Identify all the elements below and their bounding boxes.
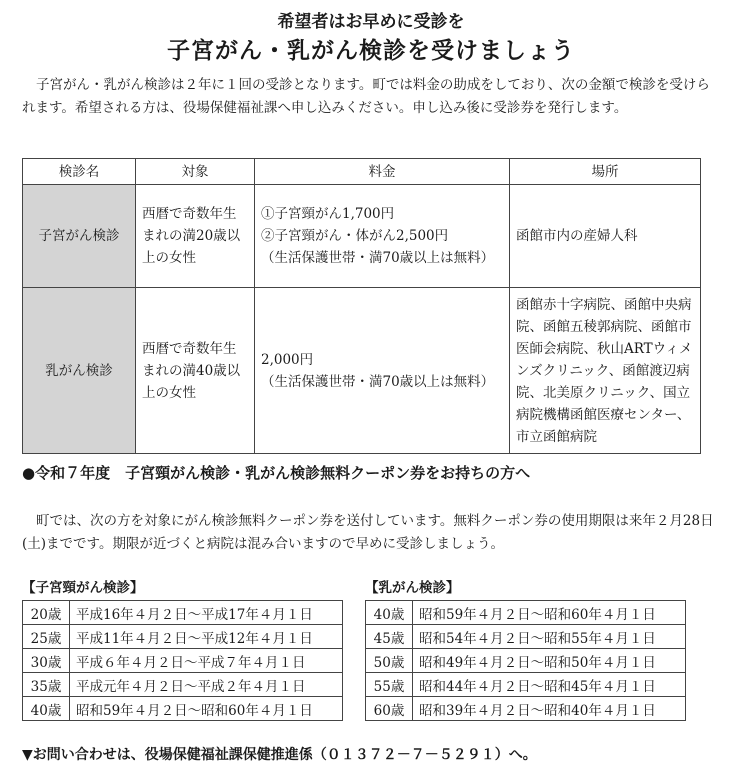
table-row	[23, 697, 343, 721]
header-name: 検診名	[23, 159, 136, 185]
exam-place: 函館市内の産婦人科	[510, 185, 701, 288]
exam-target: 西暦で奇数年生まれの満40歳以上の女性	[136, 288, 255, 454]
cervical-coupon-title: 【子宮頸がん検診】	[22, 580, 144, 596]
table-row	[23, 601, 343, 625]
age-cell: 60歳	[366, 697, 413, 721]
table-row	[23, 673, 343, 697]
table-row	[23, 649, 343, 673]
header-place: 場所	[510, 159, 701, 185]
age-cell: 25歳	[23, 625, 70, 649]
header-target: 対象	[136, 159, 255, 185]
age-cell: 45歳	[366, 625, 413, 649]
table-row	[366, 649, 686, 673]
age-cell: 35歳	[23, 673, 70, 697]
birth-range-cell: 昭和44年４月２日～昭和45年４月１日	[413, 673, 686, 697]
table-row	[366, 601, 686, 625]
coupon-note: 町では、次の方を対象にがん検診無料クーポン券を送付しています。無料クーポン券の使用期限は来年２月28日(土)までです。期限が近づくと病院は混み合いますので早めに受診しましょう。	[22, 513, 714, 552]
age-cell: 20歳	[23, 601, 70, 625]
table-row	[366, 697, 686, 721]
breast-coupon-table	[365, 600, 686, 721]
table-row	[366, 625, 686, 649]
fee-line: （生活保護世帯・満70歳以上は無料）	[261, 373, 495, 390]
contact-footer: ▼お問い合わせは、役場保健福祉課保健推進係（０１３７２－７－５２９１）へ。	[22, 747, 537, 763]
fee-line: 2,000円	[261, 351, 314, 368]
exam-name: 乳がん検診	[23, 288, 136, 454]
page-subtitle: 希望者はお早めに受診を	[277, 12, 465, 32]
birth-range-cell: 平成16年４月２日～平成17年４月１日	[70, 601, 343, 625]
birth-range-cell: 平成元年４月２日～平成２年４月１日	[70, 673, 343, 697]
age-cell: 30歳	[23, 649, 70, 673]
screening-table	[22, 158, 701, 454]
header-fee: 料金	[255, 159, 510, 185]
intro-paragraph: 子宮がん・乳がん検診は２年に１回の受診となります。町では料金の助成をしており、次の金額で検診を受けられます。希望される方は、役場保健福祉課へ申し込みください。申し込み後に受診券を発行します。	[22, 77, 710, 116]
exam-fee	[255, 185, 510, 288]
birth-range-cell: 昭和59年４月２日～昭和60年４月１日	[70, 697, 343, 721]
table-row	[366, 673, 686, 697]
table-row	[23, 288, 701, 454]
coupon-heading: ●令和７年度 子宮頸がん検診・乳がん検診無料クーポン券をお持ちの方へ	[22, 464, 531, 482]
exam-name: 子宮がん検診	[23, 185, 136, 288]
fee-line: （生活保護世帯・満70歳以上は無料）	[261, 250, 495, 266]
birth-range-cell: 昭和54年４月２日～昭和55年４月１日	[413, 625, 686, 649]
exam-fee	[255, 288, 510, 454]
birth-range-cell: 平成６年４月２日～平成７年４月１日	[70, 649, 343, 673]
cervical-coupon-table	[22, 600, 343, 721]
exam-place: 函館赤十字病院、函館中央病院、函館五稜郭病院、函館市医師会病院、秋山ARTウィメンズクリニック、函館渡辺病院、北美原クリニック、国立病院機構函館医療センター、市立函館病院	[510, 288, 701, 454]
age-cell: 55歳	[366, 673, 413, 697]
fee-line: ①子宮頸がん1,700円	[261, 206, 395, 222]
age-cell: 40歳	[23, 697, 70, 721]
birth-range-cell: 昭和59年４月２日～昭和60年４月１日	[413, 601, 686, 625]
age-cell: 50歳	[366, 649, 413, 673]
birth-range-cell: 昭和49年４月２日～昭和50年４月１日	[413, 649, 686, 673]
fee-line: ②子宮頸がん・体がん2,500円	[261, 228, 449, 244]
birth-range-cell: 平成11年４月２日～平成12年４月１日	[70, 625, 343, 649]
table-row	[23, 625, 343, 649]
age-cell: 40歳	[366, 601, 413, 625]
exam-target: 西暦で奇数年生まれの満20歳以上の女性	[136, 185, 255, 288]
birth-range-cell: 昭和39年４月２日～昭和40年４月１日	[413, 697, 686, 721]
page-title: 子宮がん・乳がん検診を受けましょう	[167, 38, 575, 64]
breast-coupon-title: 【乳がん検診】	[365, 580, 460, 596]
table-row	[23, 185, 701, 288]
table-header-row	[23, 159, 701, 185]
